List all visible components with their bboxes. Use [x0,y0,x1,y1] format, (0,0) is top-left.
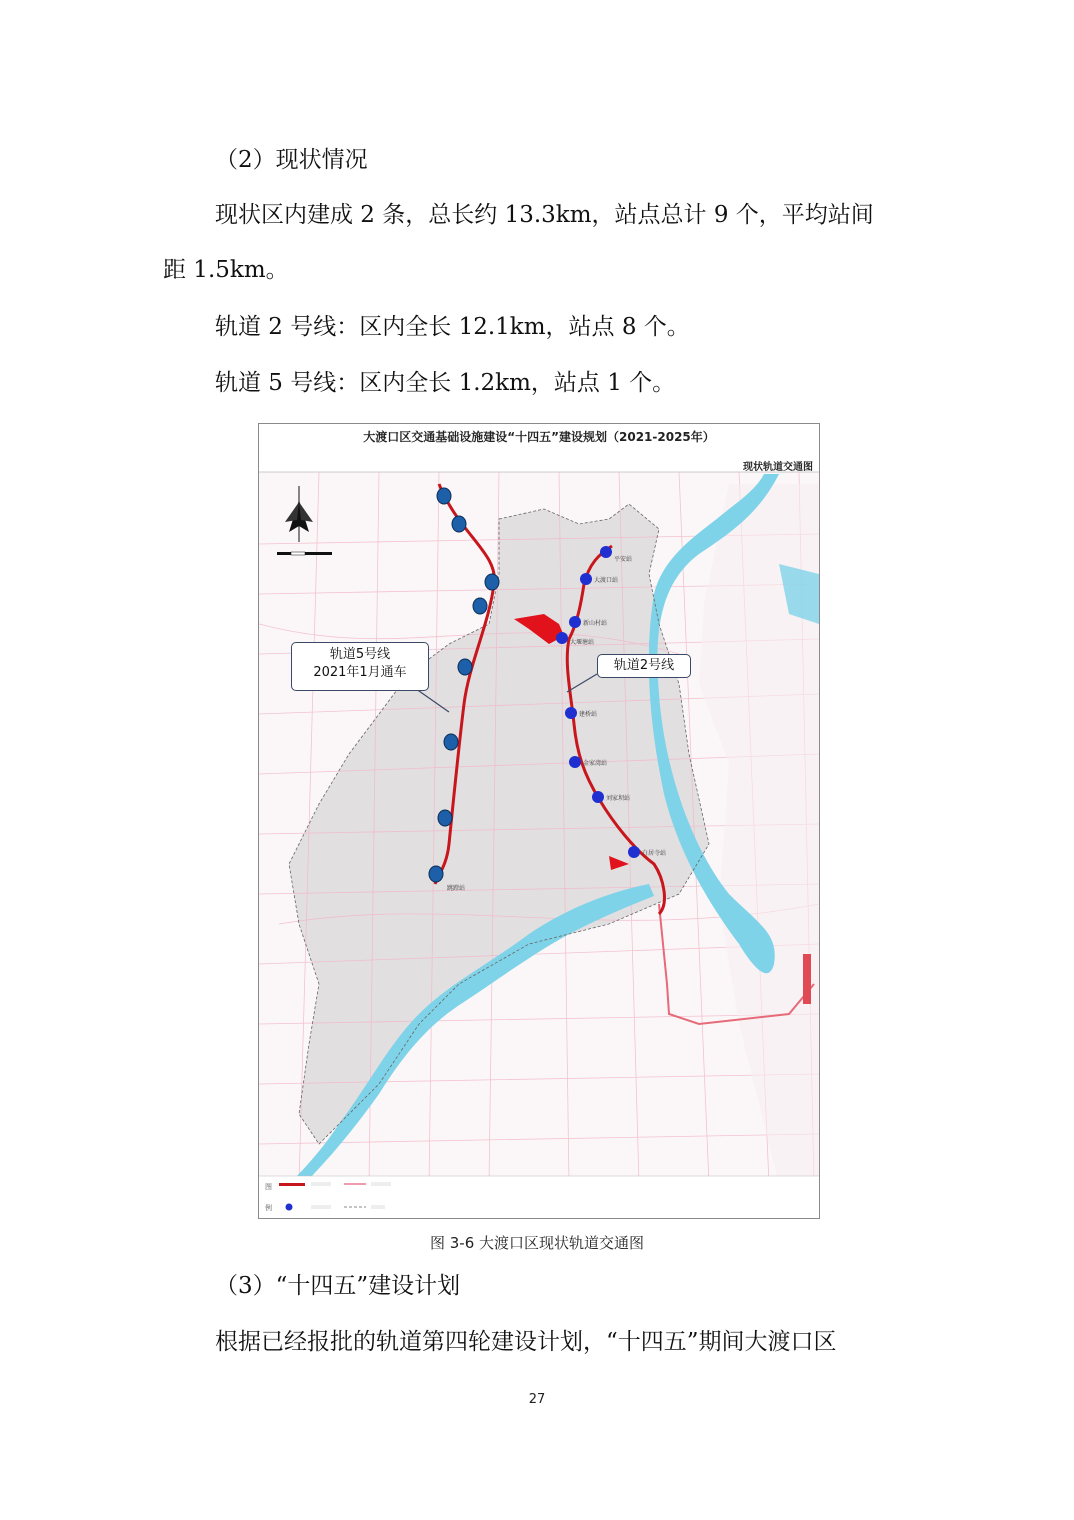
station-label: 新山村站 [583,620,608,627]
line2-description: 轨道 2 号线：区内全长 12.1km，站点 8 个。 [215,314,690,340]
figure-caption: 图 3-6 大渡口区现状轨道交通图 [429,1234,645,1252]
callout-text: 轨道2号线 [613,658,675,673]
callout-text: 轨道5号线 [329,647,391,662]
paragraph-line: 距 1.5km。 [163,257,289,283]
line5-description: 轨道 5 号线：区内全长 1.2km，站点 1 个。 [215,370,676,396]
scale-bar [277,552,332,555]
legend-label: 例 [265,1204,272,1212]
line2-callout [597,654,691,678]
station-label: 金家湾站 [583,760,608,767]
figure-title: 大渡口区交通基础设施建设“十四五”建设规划（2021-2025年） [363,430,715,444]
station-label: 刘家坝站 [606,795,631,802]
page-number: 27 [528,1392,546,1407]
district-area [289,504,709,1144]
station-label: 建桥站 [579,711,598,718]
station-label: 平安站 [614,556,633,563]
section-heading: （2）现状情况 [215,147,368,173]
figure-subtitle: 现状轨道交通图 [743,462,813,473]
line5-callout [291,642,429,691]
section-heading: （3）“十四五”建设计划 [215,1273,461,1299]
station-label: 大渡口站 [594,577,619,584]
paragraph-line: 现状区内建成 2 条，总长约 13.3km，站点总计 9 个，平均站间 [215,202,874,228]
north-arrow-icon [285,486,313,542]
rail-map [259,424,819,1218]
station-label: 跳蹬站 [447,885,466,892]
legend-label: 图 [265,1183,272,1191]
callout-text: 2021年1月通车 [313,665,407,680]
station-label: 大堰塘站 [570,639,595,646]
paragraph-line: 根据已经报批的轨道第四轮建设计划，“十四五”期间大渡口区 [215,1329,837,1355]
rail-map-figure [258,423,820,1219]
station-label: 白居寺站 [642,850,667,857]
